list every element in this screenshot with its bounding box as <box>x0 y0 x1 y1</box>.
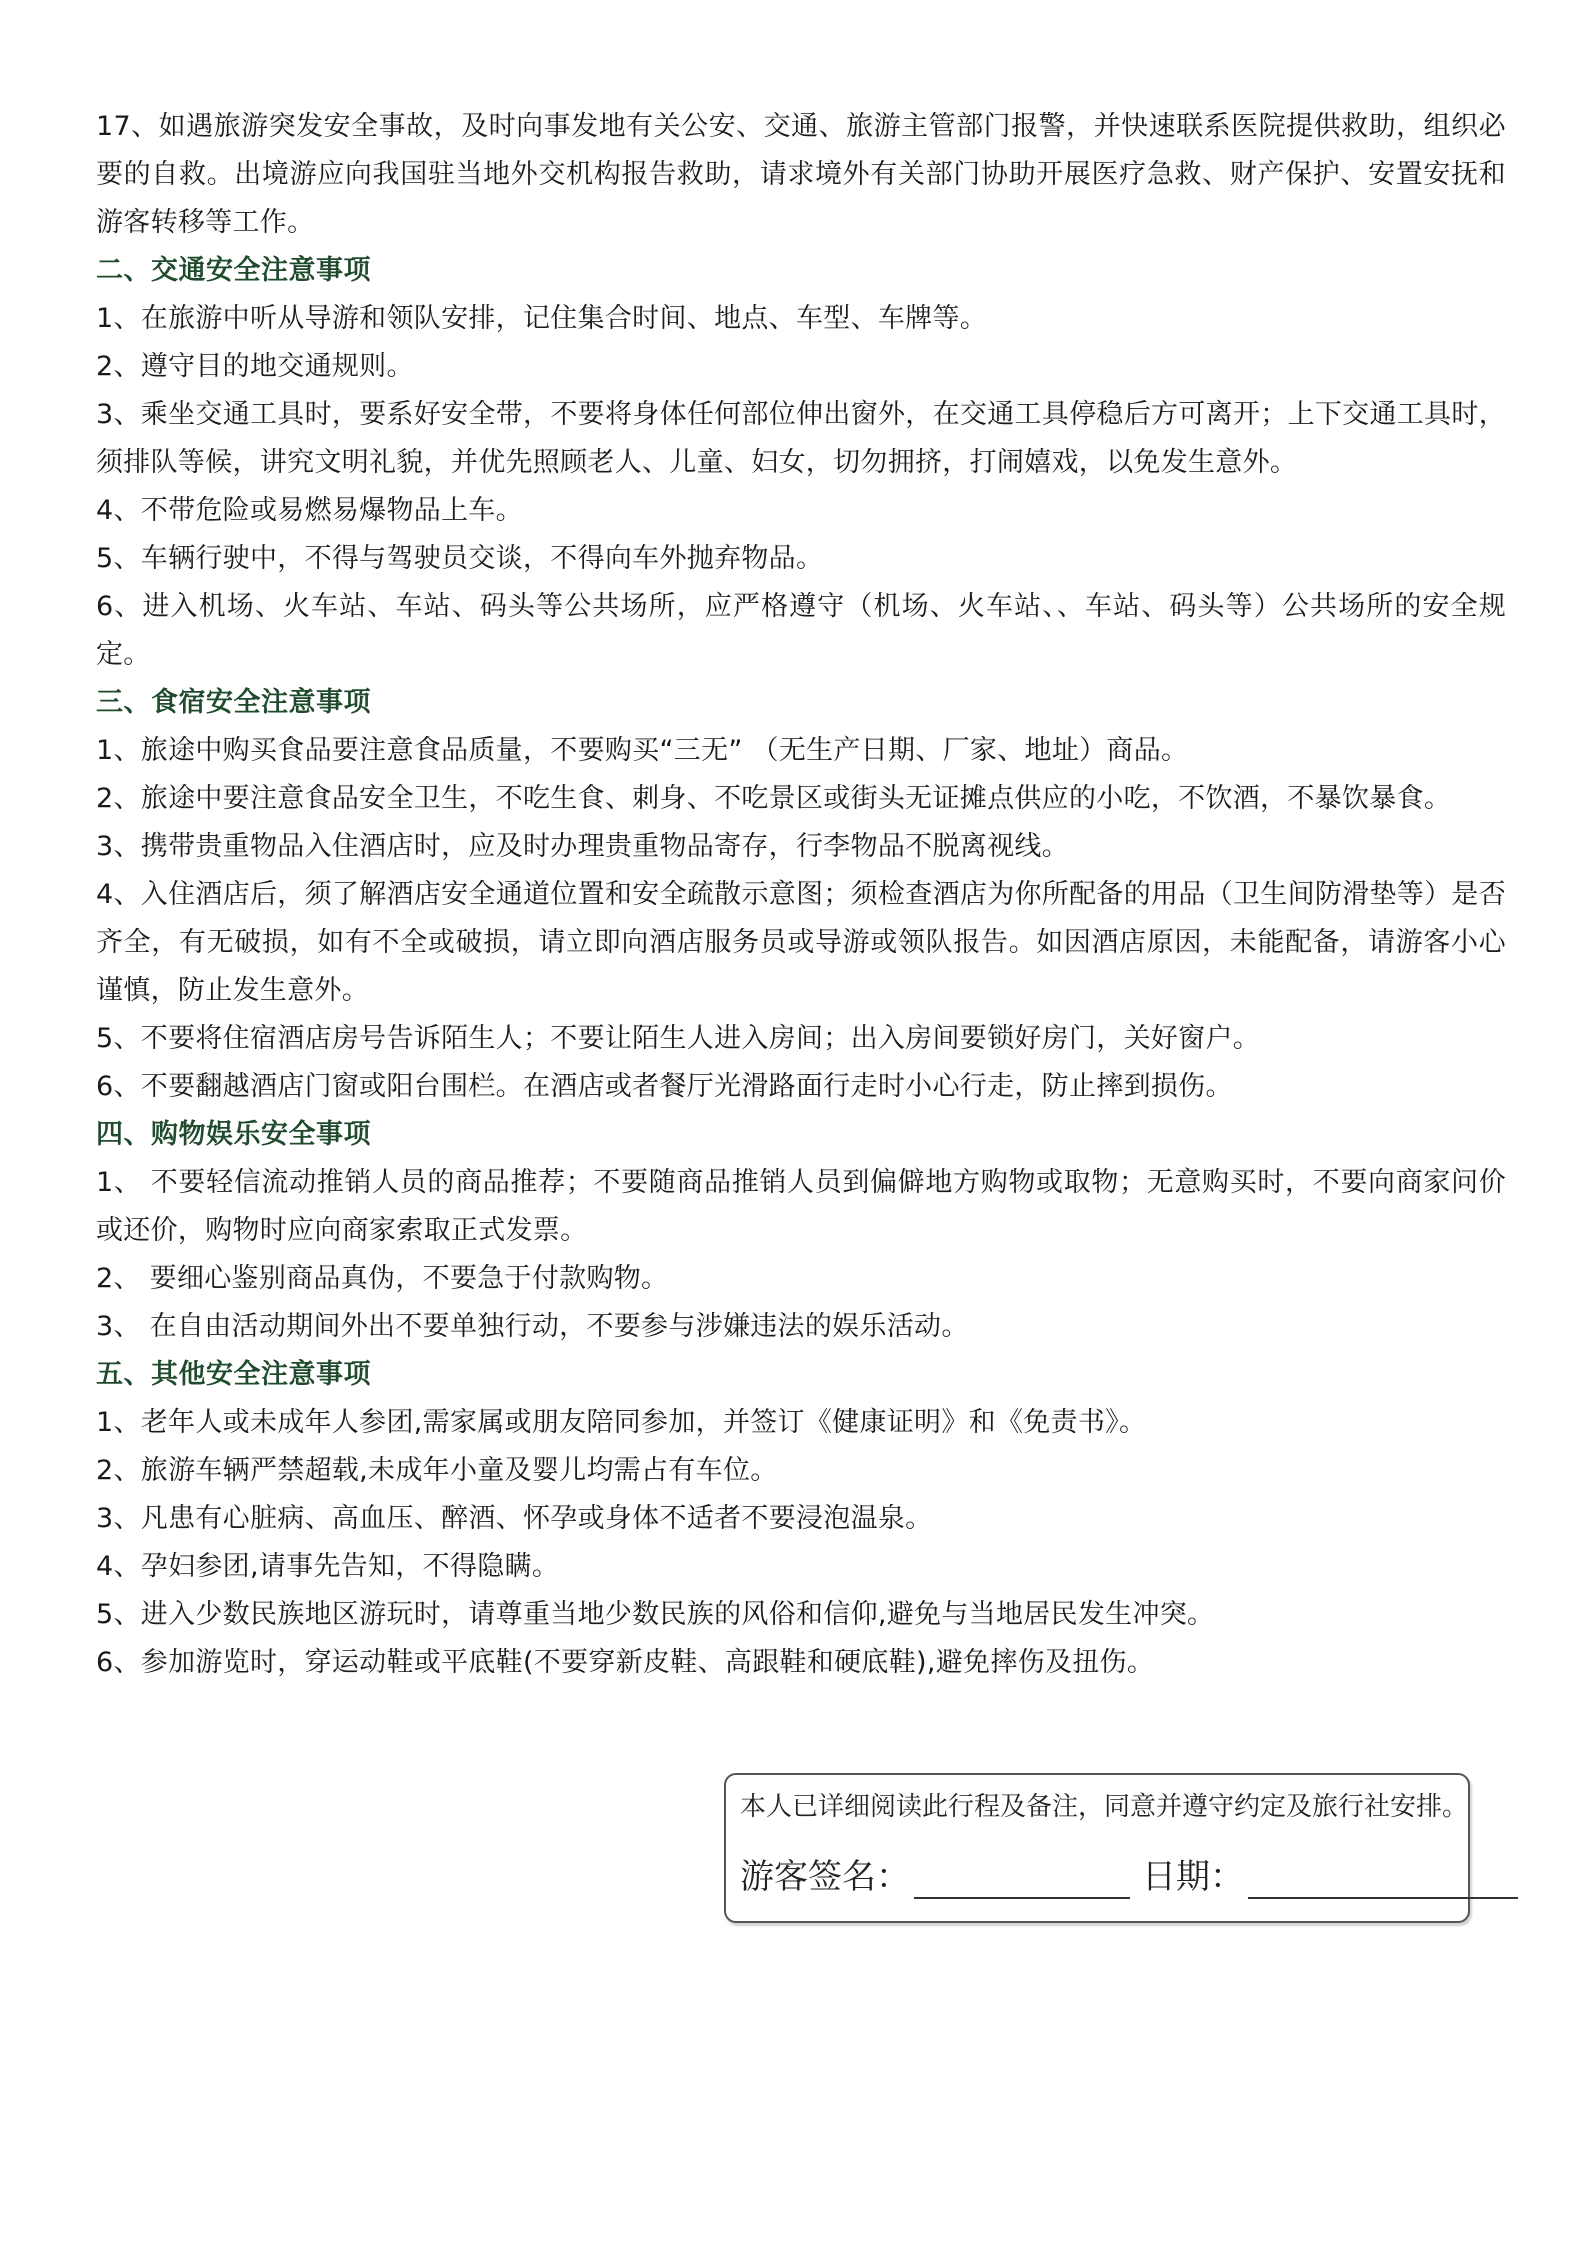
signature-statement: 本人已详细阅读此行程及备注，同意并遵守约定及旅行社安排。 <box>740 1792 1469 1822</box>
list-item: 1、旅途中购买食品要注意食品质量，不要购买“三无” （无生产日期、厂家、地址）商品。 <box>96 735 1189 766</box>
section-other-safety <box>96 1351 1506 1687</box>
list-item: 4、孕妇参团,请事先告知，不得隐瞒。 <box>96 1551 560 1582</box>
list-item: 6、进入机场、火车站、车站、码头等公共场所，应严格遵守（机场、火车站、、车站、码头等）公共场所的安全规定。 <box>96 591 1506 670</box>
signature-date-field[interactable] <box>1248 1863 1518 1899</box>
signature-name-field[interactable] <box>914 1863 1130 1899</box>
list-item: 1、在旅游中听从导游和领队安排，记住集合时间、地点、车型、车牌等。 <box>96 303 988 334</box>
list-item: 5、车辆行驶中，不得与驾驶员交谈，不得向车外抛弃物品。 <box>96 543 824 574</box>
signature-row <box>740 1855 1518 1899</box>
list-item: 4、不带危险或易燃易爆物品上车。 <box>96 495 523 526</box>
list-item: 1、老年人或未成年人参团,需家属或朋友陪同参加，并签订《健康证明》和《免责书》。 <box>96 1407 1147 1438</box>
section-continuation <box>96 103 1506 247</box>
list-item: 3、携带贵重物品入住酒店时，应及时办理贵重物品寄存，行李物品不脱离视线。 <box>96 831 1069 862</box>
section-food-lodging-safety <box>96 679 1506 1111</box>
section-heading: 五、其他安全注意事项 <box>96 1359 371 1390</box>
section-shopping-entertainment <box>96 1111 1506 1351</box>
list-item: 6、参加游览时，穿运动鞋或平底鞋(不要穿新皮鞋、高跟鞋和硬底鞋),避免摔伤及扭伤。 <box>96 1647 1155 1678</box>
section-heading: 四、购物娱乐安全事项 <box>96 1119 371 1150</box>
signature-box <box>724 1773 1470 1923</box>
list-item: 2、旅游车辆严禁超载,未成年小童及婴儿均需占有车位。 <box>96 1455 778 1486</box>
list-item: 3、乘坐交通工具时，要系好安全带，不要将身体任何部位伸出窗外，在交通工具停稳后方可离开；上下交通工具时，须排队等候，讲究文明礼貌，并优先照顾老人、儿童、妇女，切勿拥挤，打闹嬉戏，以免发生意外。 <box>96 399 1506 478</box>
list-item: 5、不要将住宿酒店房号告诉陌生人；不要让陌生人进入房间；出入房间要锁好房门，关好窗户。 <box>96 1023 1261 1054</box>
section-heading: 三、食宿安全注意事项 <box>96 687 371 718</box>
list-item: 3、凡患有心脏病、高血压、醉酒、怀孕或身体不适者不要浸泡温泉。 <box>96 1503 933 1534</box>
list-item: 3、 在自由活动期间外出不要单独行动，不要参与涉嫌违法的娱乐活动。 <box>96 1311 969 1342</box>
list-item: 1、 不要轻信流动推销人员的商品推荐；不要随商品推销人员到偏僻地方购物或取物；无意购买时，不要向商家问价或还价，购物时应向商家索取正式发票。 <box>96 1167 1506 1246</box>
list-item: 5、进入少数民族地区游玩时，请尊重当地少数民族的风俗和信仰,避免与当地居民发生冲突。 <box>96 1599 1215 1630</box>
list-item: 4、入住酒店后，须了解酒店安全通道位置和安全疏散示意图；须检查酒店为你所配备的用品（卫生间防滑垫等）是否齐全，有无破损，如有不全或破损，请立即向酒店服务员或导游或领队报告。如因酒店原因，未能配备，请游客小心谨慎，防止发生意外。 <box>96 879 1506 1006</box>
section-traffic-safety <box>96 247 1506 679</box>
list-item: 6、不要翻越酒店门窗或阳台围栏。在酒店或者餐厅光滑路面行走时小心行走，防止摔到损伤。 <box>96 1071 1233 1102</box>
list-item: 17、如遇旅游突发安全事故，及时向事发地有关公安、交通、旅游主管部门报警，并快速联系医院提供救助，组织必要的自救。出境游应向我国驻当地外交机构报告救助，请求境外有关部门协助开展医疗急救、财产保护、安置安抚和游客转移等工作。 <box>96 111 1506 238</box>
document-body <box>96 103 1506 1687</box>
list-item: 2、旅途中要注意食品安全卫生，不吃生食、刺身、不吃景区或街头无证摊点供应的小吃，不饮酒，不暴饮暴食。 <box>96 783 1452 814</box>
list-item: 2、遵守目的地交通规则。 <box>96 351 414 382</box>
signature-name-label: 游客签名： <box>740 1857 910 1897</box>
section-heading: 二、交通安全注意事项 <box>96 255 371 286</box>
signature-date-label: 日期： <box>1142 1857 1244 1897</box>
list-item: 2、 要细心鉴别商品真伪，不要急于付款购物。 <box>96 1263 669 1294</box>
